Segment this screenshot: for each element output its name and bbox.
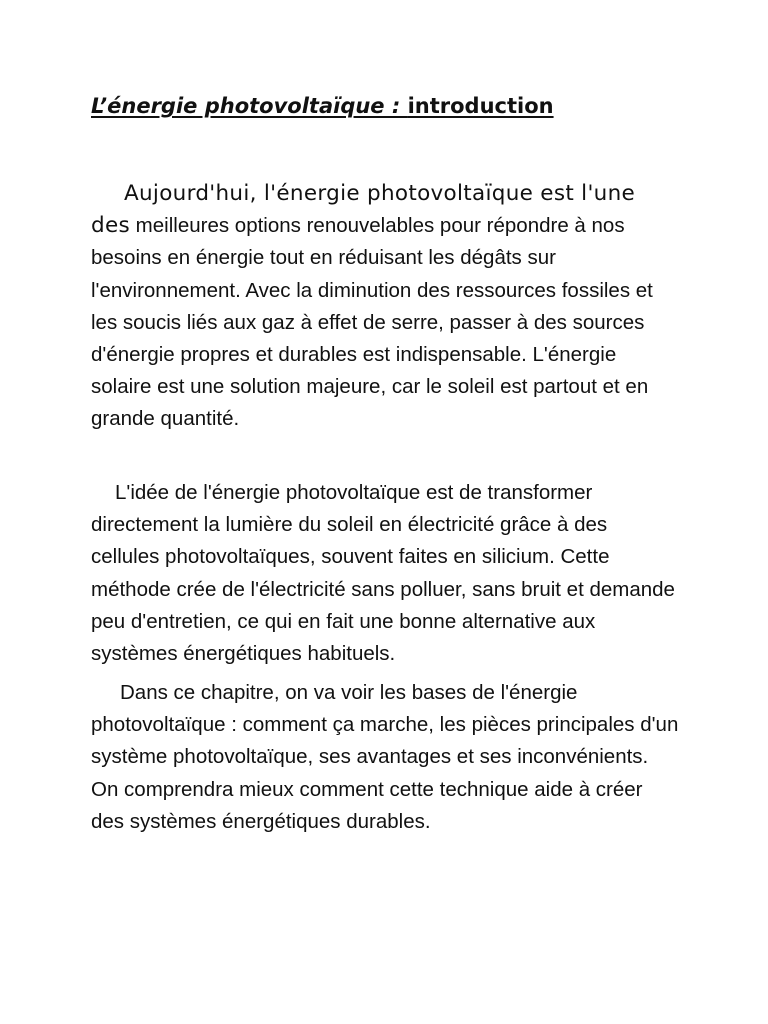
paragraph-3 — [91, 677, 681, 838]
title-part-topic: L’énergie photovoltaïque : — [91, 94, 408, 118]
paragraph-1 — [91, 178, 681, 436]
paragraph-1-rest: meilleures options renouvelables pour répondre à nos besoins en énergie tout en réduisant les dégâts sur l'environnement. Avec la diminution des ressources fossiles et les soucis liés aux gaz à effet de serre, passer à des sources d'énergie propres et durables est indispensable. L'énergie solaire est une solution majeure, car le soleil est partout et en grande quantité. — [91, 214, 653, 431]
title-part-introduction: introduction — [407, 94, 554, 118]
paragraph-1-lead: Aujourd'hui, l'énergie photovoltaïque est l'une des — [91, 181, 636, 239]
document-title — [91, 88, 681, 124]
paragraph-3-text: Dans ce chapitre, on va voir les bases de l'énergie photovoltaïque : comment ça marche, les pièces principales d'un système photovoltaïque, ses avantages et ses inconvénients. On comprendra mieux comment cette technique aide à créer des systèmes énergétiques durables. — [91, 681, 679, 833]
document-body — [91, 88, 681, 833]
paragraph-2 — [91, 477, 681, 670]
paragraph-2-text: L'idée de l'énergie photovoltaïque est de transformer directement la lumière du soleil en électricité grâce à des cellules photovoltaïques, souvent faites en silicium. Cette méthode crée de l'électricité sans polluer, sans bruit et demande peu d'entretien, ce qui en fait une bonne alternative aux systèmes énergétiques habituels. — [91, 481, 675, 666]
